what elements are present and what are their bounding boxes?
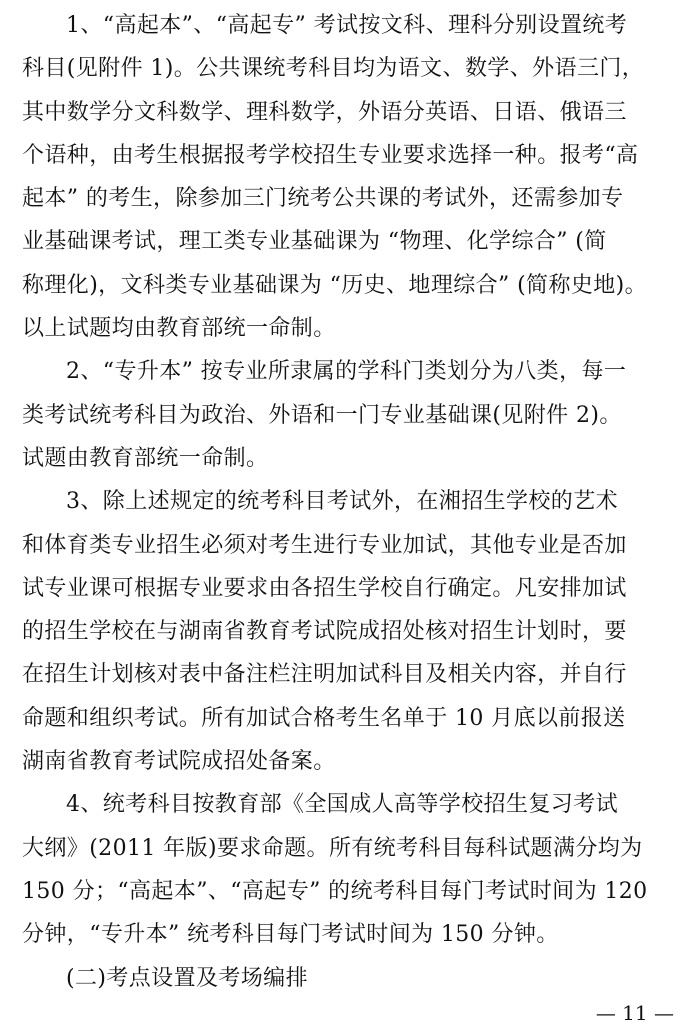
paragraph-4 <box>22 783 678 956</box>
text-line: 的招生学校在与湖南省教育考试院成招处核对招生计划时，要 <box>22 619 627 645</box>
text-line: 命题和组织考试。所有加试合格考生名单于 10 月底以前报送 <box>22 705 626 731</box>
text-line: 4、统考科目按教育部《全国成人高等学校招生复习考试 <box>66 792 618 818</box>
section-heading: (二)考点设置及考场编排 <box>66 965 308 991</box>
text-line: 试题由教育部统一命制。 <box>22 445 269 471</box>
text-line: 业基础课考试，理工类专业基础课为 “物理、化学综合” (简 <box>22 229 607 255</box>
text-line: 3、除上述规定的统考科目考试外，在湘招生学校的艺术 <box>66 489 618 515</box>
paragraph-2 <box>22 350 678 480</box>
text-line: 其中数学分文科数学、理科数学，外语分英语、日语、俄语三 <box>22 99 627 125</box>
text-line: 在招生计划核对表中备注栏注明加试科目及相关内容，并自行 <box>22 662 627 688</box>
body-text <box>22 4 678 1000</box>
text-line: 科目(见附件 1)。公共课统考科目均为语文、数学、外语三门， <box>22 56 645 82</box>
paragraph-1 <box>22 4 678 350</box>
text-line: 以上试题均由教育部统一命制。 <box>22 316 336 342</box>
text-line: 类考试统考科目为政治、外语和一门专业基础课(见附件 2)。 <box>22 402 622 428</box>
text-line: 2、“专升本” 按专业所隶属的学科门类划分为八类，每一 <box>66 359 627 385</box>
text-line: 起本” 的考生，除参加三门统考公共课的考试外，还需参加专 <box>22 186 624 212</box>
text-line: 和体育类专业招生必须对考生进行专业加试，其他专业是否加 <box>22 532 627 558</box>
text-line: 大纲》(2011 年版)要求命题。所有统考科目每科试题满分均为 <box>22 835 643 861</box>
paragraph-3 <box>22 480 678 783</box>
text-line: 个语种，由考生根据报考学校招生专业要求选择一种。报考“高 <box>22 142 639 168</box>
page-number: — 11 — <box>595 1001 674 1025</box>
text-line: 称理化)，文科类专业基础课为 “历史、地理综合” (简称史地)。 <box>22 272 648 298</box>
text-line: 试专业课可根据专业要求由各招生学校自行确定。凡安排加试 <box>22 575 627 601</box>
text-line: 1、“高起本”、“高起专” 考试按文科、理科分别设置统考 <box>66 13 628 38</box>
text-line: 湖南省教育考试院成招处备案。 <box>22 749 336 775</box>
text-line: 分钟，“专升本” 统考科目每门考试时间为 150 分钟。 <box>22 922 559 948</box>
text-line: 150 分；“高起本”、“高起专” 的统考科目每门考试时间为 120 <box>22 878 648 904</box>
